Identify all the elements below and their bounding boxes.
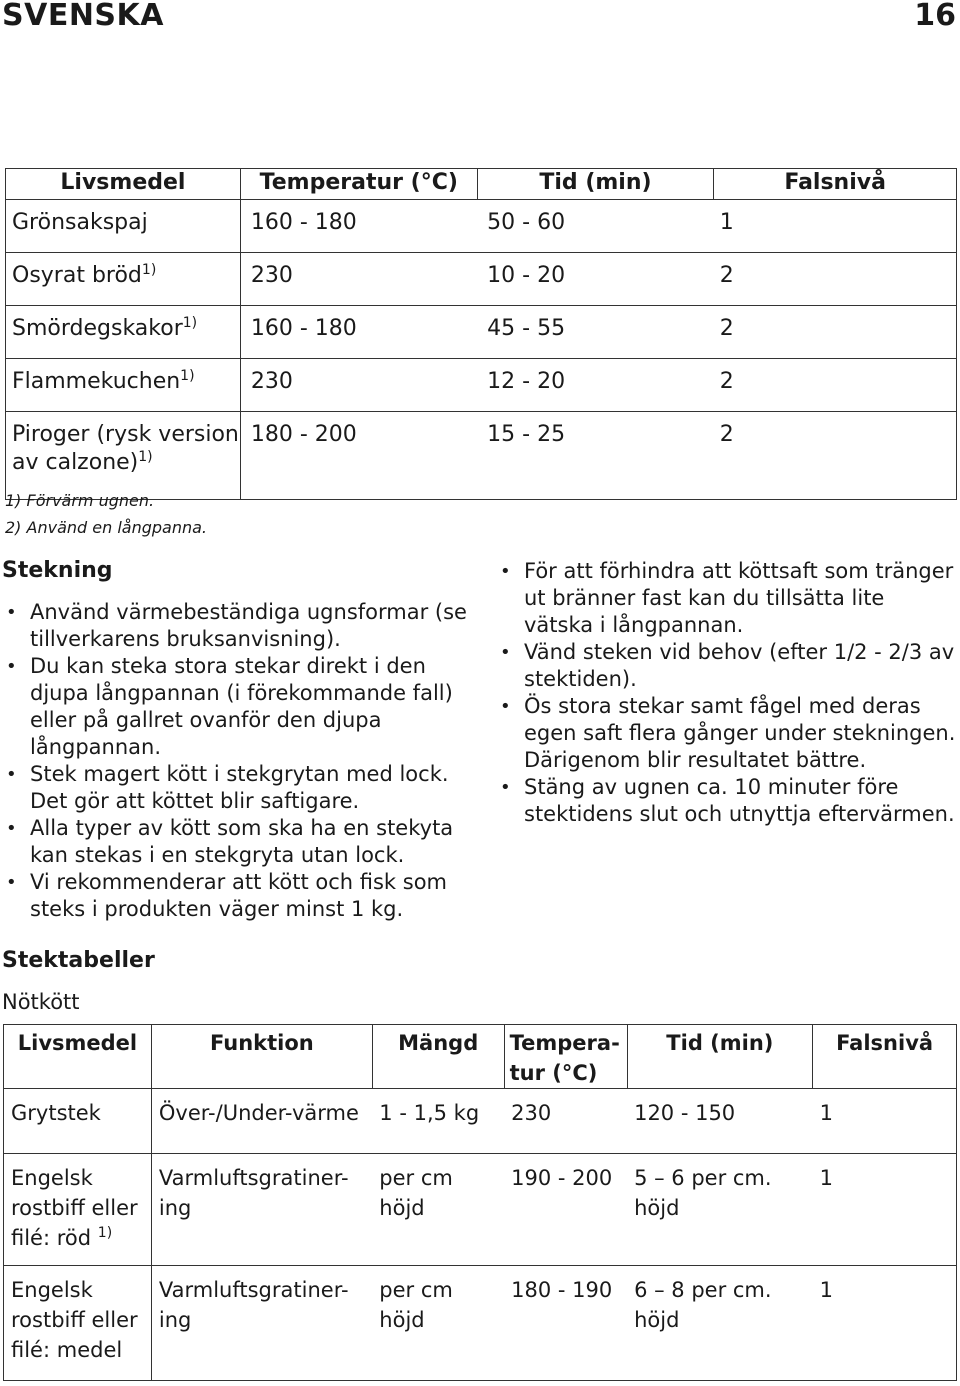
list-item: • Ös stora stekar samt fågel med deras egen saft flera gånger under stekningen. Därigenom blir resultatet bättre.: [496, 693, 958, 774]
cell-level: 2: [714, 306, 957, 359]
col-header-function: Funktion: [151, 1025, 372, 1089]
cell-temperature: 230: [240, 253, 477, 306]
footnote-marker: 1): [180, 368, 195, 384]
cell-time: 120 - 150: [627, 1089, 813, 1154]
cell-temperature: 160 - 180: [240, 200, 477, 253]
cell-level: 1: [813, 1089, 957, 1154]
table-row: [6, 306, 957, 359]
footnote-marker: 1): [182, 315, 198, 331]
col-header-time: Tid (min): [477, 169, 714, 200]
cell-food: Flammekuchen$^{1)}$: [6, 359, 241, 412]
col-header-level: Falsnivå: [714, 169, 957, 200]
cell-food: Grytstek: [4, 1089, 152, 1154]
list-item: • För att förhindra att köttsaft som tränger ut bränner fast kan du tillsätta lite vätska i långpannan.: [496, 558, 958, 639]
list-item: • Vänd steken vid behov (efter 1/2 - 2/3 av stektiden).: [496, 639, 958, 693]
stekning-list-left: [2, 599, 472, 923]
col-header-food: Livsmedel: [4, 1025, 152, 1089]
table-header-row: [6, 169, 957, 200]
cell-amount: 1 - 1,5 kg: [372, 1089, 504, 1154]
col-header-amount: Mängd: [372, 1025, 504, 1089]
table-row: [6, 200, 957, 253]
table-row: [6, 359, 957, 412]
page-number: 16: [914, 0, 956, 33]
table-row: [4, 1154, 957, 1266]
cell-food: Engelsk rostbiff eller filé: medel: [4, 1266, 152, 1381]
cell-time: 12 - 20: [477, 359, 714, 412]
footnote-marker: 1): [138, 449, 153, 465]
list-item: • Använd värmebeständiga ugnsformar (se tillverkarens bruksanvisning).: [2, 599, 472, 653]
baking-table: [5, 168, 957, 500]
cell-time: 5 – 6 per cm. höjd: [627, 1154, 813, 1266]
cell-temperature: 190 - 200: [504, 1154, 627, 1266]
table-header-row: [4, 1025, 957, 1089]
cell-level: 2: [714, 359, 957, 412]
col-header-food: Livsmedel: [6, 169, 241, 200]
table-footnotes: [5, 487, 207, 541]
cell-amount: per cm höjd: [372, 1266, 504, 1381]
list-item: • Vi rekommenderar att kött och fisk som steks i produkten väger minst 1 kg.: [2, 869, 472, 923]
list-item: • Du kan steka stora stekar direkt i den djupa långpannan (i förekommande fall) eller på gallret ovanför den djupa långpannan.: [2, 653, 472, 761]
cell-level: 1: [714, 200, 957, 253]
cell-amount: per cm höjd: [372, 1154, 504, 1266]
footnote: 2) Använd en långpanna.: [5, 518, 207, 537]
table-row: [6, 253, 957, 306]
cell-time: 6 – 8 per cm. höjd: [627, 1266, 813, 1381]
cell-food: Grönsakspaj: [6, 200, 241, 253]
list-item: • Stek magert kött i stekgrytan med lock. Det gör att köttet blir saftigare.: [2, 761, 472, 815]
cell-temperature: 180 - 190: [504, 1266, 627, 1381]
cell-time: 45 - 55: [477, 306, 714, 359]
cell-level: 2: [714, 253, 957, 306]
document-language: SVENSKA: [2, 0, 164, 33]
cell-function: Över-/Under-värme: [151, 1089, 372, 1154]
col-header-temperature: Temperatur (°C): [240, 169, 477, 200]
cell-food: Engelsk rostbiff eller filé: röd $^{1)}$: [4, 1154, 152, 1266]
cell-time: 10 - 20: [477, 253, 714, 306]
cell-temperature: 230: [504, 1089, 627, 1154]
footnote-marker: 1): [97, 1225, 113, 1241]
cell-time: 50 - 60: [477, 200, 714, 253]
table-row: [4, 1266, 957, 1381]
section-title-stekning: Stekning: [2, 558, 113, 583]
cell-food: Osyrat bröd$^{1)}$: [6, 253, 241, 306]
section-title-stektabeller: Stektabeller: [2, 948, 155, 973]
section-subtitle: Nötkött: [2, 990, 80, 1014]
col-header-level: Falsnivå: [813, 1025, 957, 1089]
cell-level: 1: [813, 1154, 957, 1266]
cell-level: 1: [813, 1266, 957, 1381]
col-header-time: Tid (min): [627, 1025, 813, 1089]
footnote-marker: 1): [141, 262, 157, 278]
cell-time: 15 - 25: [477, 412, 714, 500]
stekning-list-right: [496, 558, 958, 828]
cell-level: 2: [714, 412, 957, 500]
cell-function: Varmluftsgratiner-ing: [151, 1154, 372, 1266]
cell-temperature: 160 - 180: [240, 306, 477, 359]
list-item: • Stäng av ugnen ca. 10 minuter före stektidens slut och utnyttja eftervärmen.: [496, 774, 958, 828]
cell-function: Varmluftsgratiner-ing: [151, 1266, 372, 1381]
list-item: • Alla typer av kött som ska ha en stekyta kan stekas i en stekgryta utan lock.: [2, 815, 472, 869]
cell-food: Smördegskakor$^{1)}$: [6, 306, 241, 359]
footnote: 1) Förvärm ugnen.: [5, 491, 155, 510]
cell-temperature: 180 - 200: [240, 412, 477, 500]
roasting-table: [3, 1024, 957, 1381]
cell-temperature: 230: [240, 359, 477, 412]
col-header-temperature: Tempera-tur (°C): [504, 1025, 627, 1089]
table-row: [4, 1089, 957, 1154]
cell-food: Piroger (rysk version av calzone)$^{1)}$: [6, 412, 241, 500]
